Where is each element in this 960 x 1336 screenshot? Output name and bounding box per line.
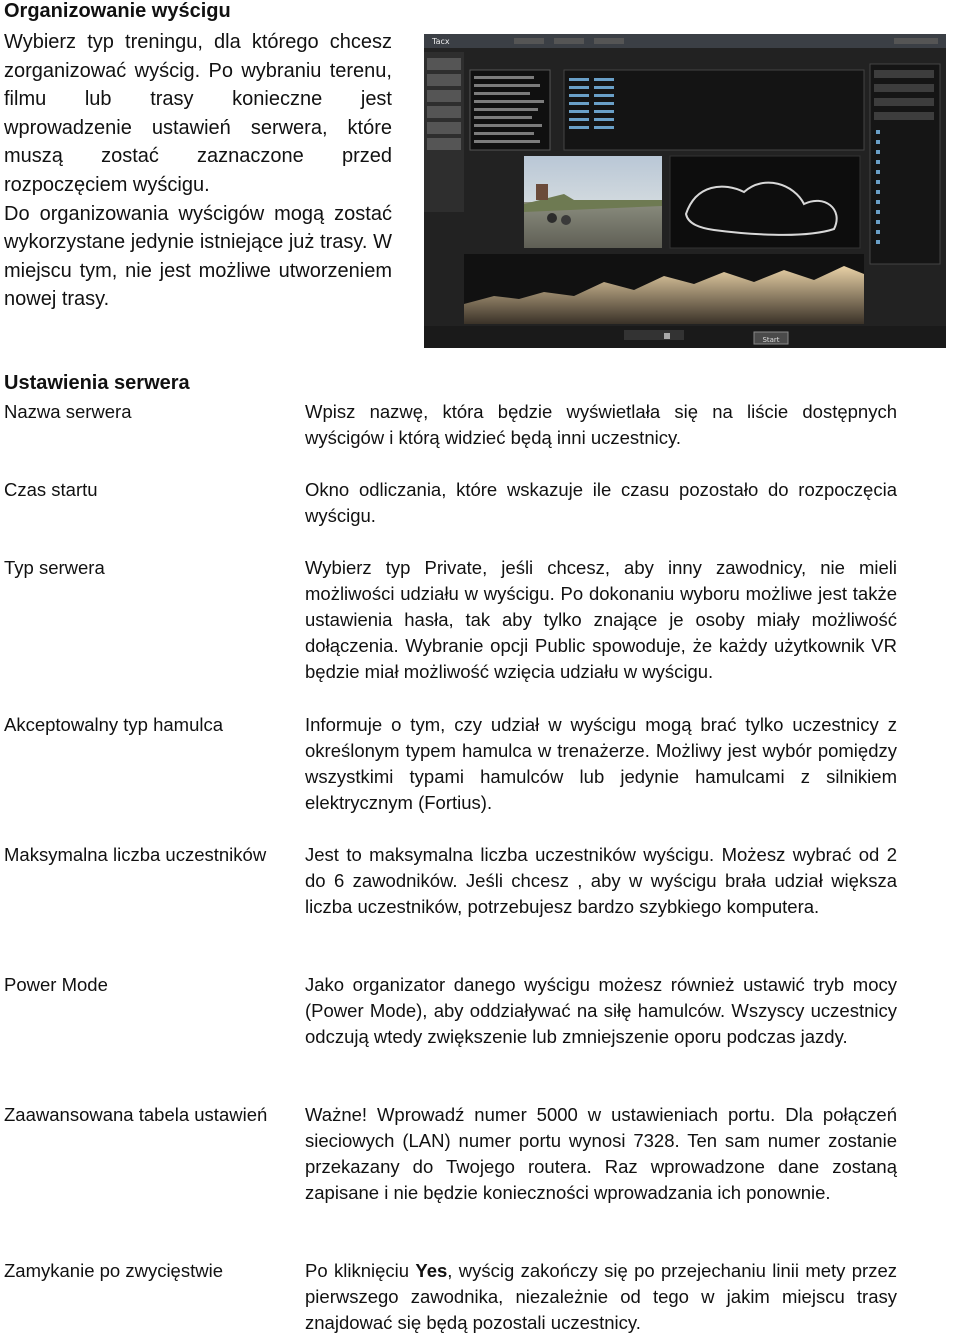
setting-desc-server-type: Wybierz typ Private, jeśli chcesz, aby inny zawodnicy, nie mieli możliwości udziału w wyścigu. Po dokonaniu wyboru możliwe jest także ustawienia hasła, tak aby tylko znające je osoby miały możliwość dołączenia. Wybranie opcji Public spowoduje, że każdy użytkownik VR będzie miał możliwość wzięcia udziału w wyścigu.	[305, 557, 897, 682]
setting-desc-max-participants: Jest to maksymalna liczba uczestników wyścigu. Możesz wybrać od 2 do 6 zawodników. Jeśli chcesz , aby w wyścigu brała udział większa liczba uczestników, potrzebujesz bardzo szybkiego komputera.	[305, 844, 897, 917]
setting-label-start-time: Czas startu	[4, 479, 98, 500]
close-on-win-yes: Yes	[415, 1260, 448, 1281]
close-on-win-text-after: , wyścig zakończy się po przejechaniu linii mety przez pierwszego zawodnika, niezależnie od tego w jakim miejscu trasy znajdować się będą pozostali uczestnicy.	[305, 1260, 897, 1333]
intro-paragraph-1: Wybierz typ treningu, dla którego chcesz zorganizować wyścig. Po wybraniu terenu, filmu lub trasy konieczne jest wprowadzenie ustawień serwera, które muszą zostać zaznaczone przed rozpoczęciem wyścigu.	[4, 31, 392, 196]
app-name: Tacx	[432, 37, 450, 46]
software-screenshot	[424, 34, 946, 348]
section-title-server-settings: Ustawienia serwera	[4, 372, 190, 394]
setting-label-server-type: Typ serwera	[4, 557, 105, 578]
setting-desc-power-mode: Jako organizator danego wyścigu możesz również ustawić tryb mocy (Power Mode), aby oddziaływać na siłę hamulców. Wszyscy uczestnicy odczują wtedy zwiększenie lub zmniejszenie oporu podczas jazdy.	[305, 974, 897, 1047]
close-on-win-text-before: Po kliknięciu	[305, 1260, 416, 1281]
intro-paragraph-2: Do organizowania wyścigów mogą zostać wykorzystane jedynie istniejące już trasy. W miejscu tym, nie jest możliwe utworzeniem nowej trasy.	[4, 202, 392, 311]
setting-desc-advanced-table: Ważne! Wprowadź numer 5000 w ustawieniach portu. Dla połączeń sieciowych (LAN) numer portu wynosi 7328. Ten sam numer zostanie przekazany do Twojego routera. Raz wprowadzone dane zostaną zapisane i nie będzie konieczności wprowadzania ich ponownie.	[305, 1104, 897, 1203]
setting-label-max-participants: Maksymalna liczba uczestników	[4, 844, 267, 865]
setting-label-server-name: Nazwa serwera	[4, 401, 132, 422]
intro-text	[4, 28, 392, 314]
setting-desc-server-name: Wpisz nazwę, która będzie wyświetlała się na liście dostępnych wyścigów i którą widzieć będą inni uczestnicy.	[305, 401, 897, 448]
setting-label-close-on-win: Zamykanie po zwycięstwie	[4, 1260, 223, 1281]
software-screenshot-graphic	[424, 34, 946, 348]
start-button-label: Start	[762, 336, 780, 344]
setting-desc-close-on-win	[305, 1258, 897, 1336]
setting-desc-start-time: Okno odliczania, które wskazuje ile czasu pozostało do rozpoczęcia wyścigu.	[305, 479, 897, 526]
section-title-organizing-race: Organizowanie wyścigu	[4, 0, 231, 22]
setting-label-power-mode: Power Mode	[4, 974, 108, 995]
setting-label-brake-type: Akceptowalny typ hamulca	[4, 714, 224, 735]
setting-label-advanced-table: Zaawansowana tabela ustawień	[4, 1104, 268, 1125]
setting-desc-brake-type: Informuje o tym, czy udział w wyścigu mogą brać tylko uczestnicy z określonym typem hamulca w trenażerze. Możliwy jest wybór pomiędzy wszystkimi typami hamulców lub jedynie hamulcami z silnikiem elektrycznym (Fortius).	[305, 714, 897, 813]
